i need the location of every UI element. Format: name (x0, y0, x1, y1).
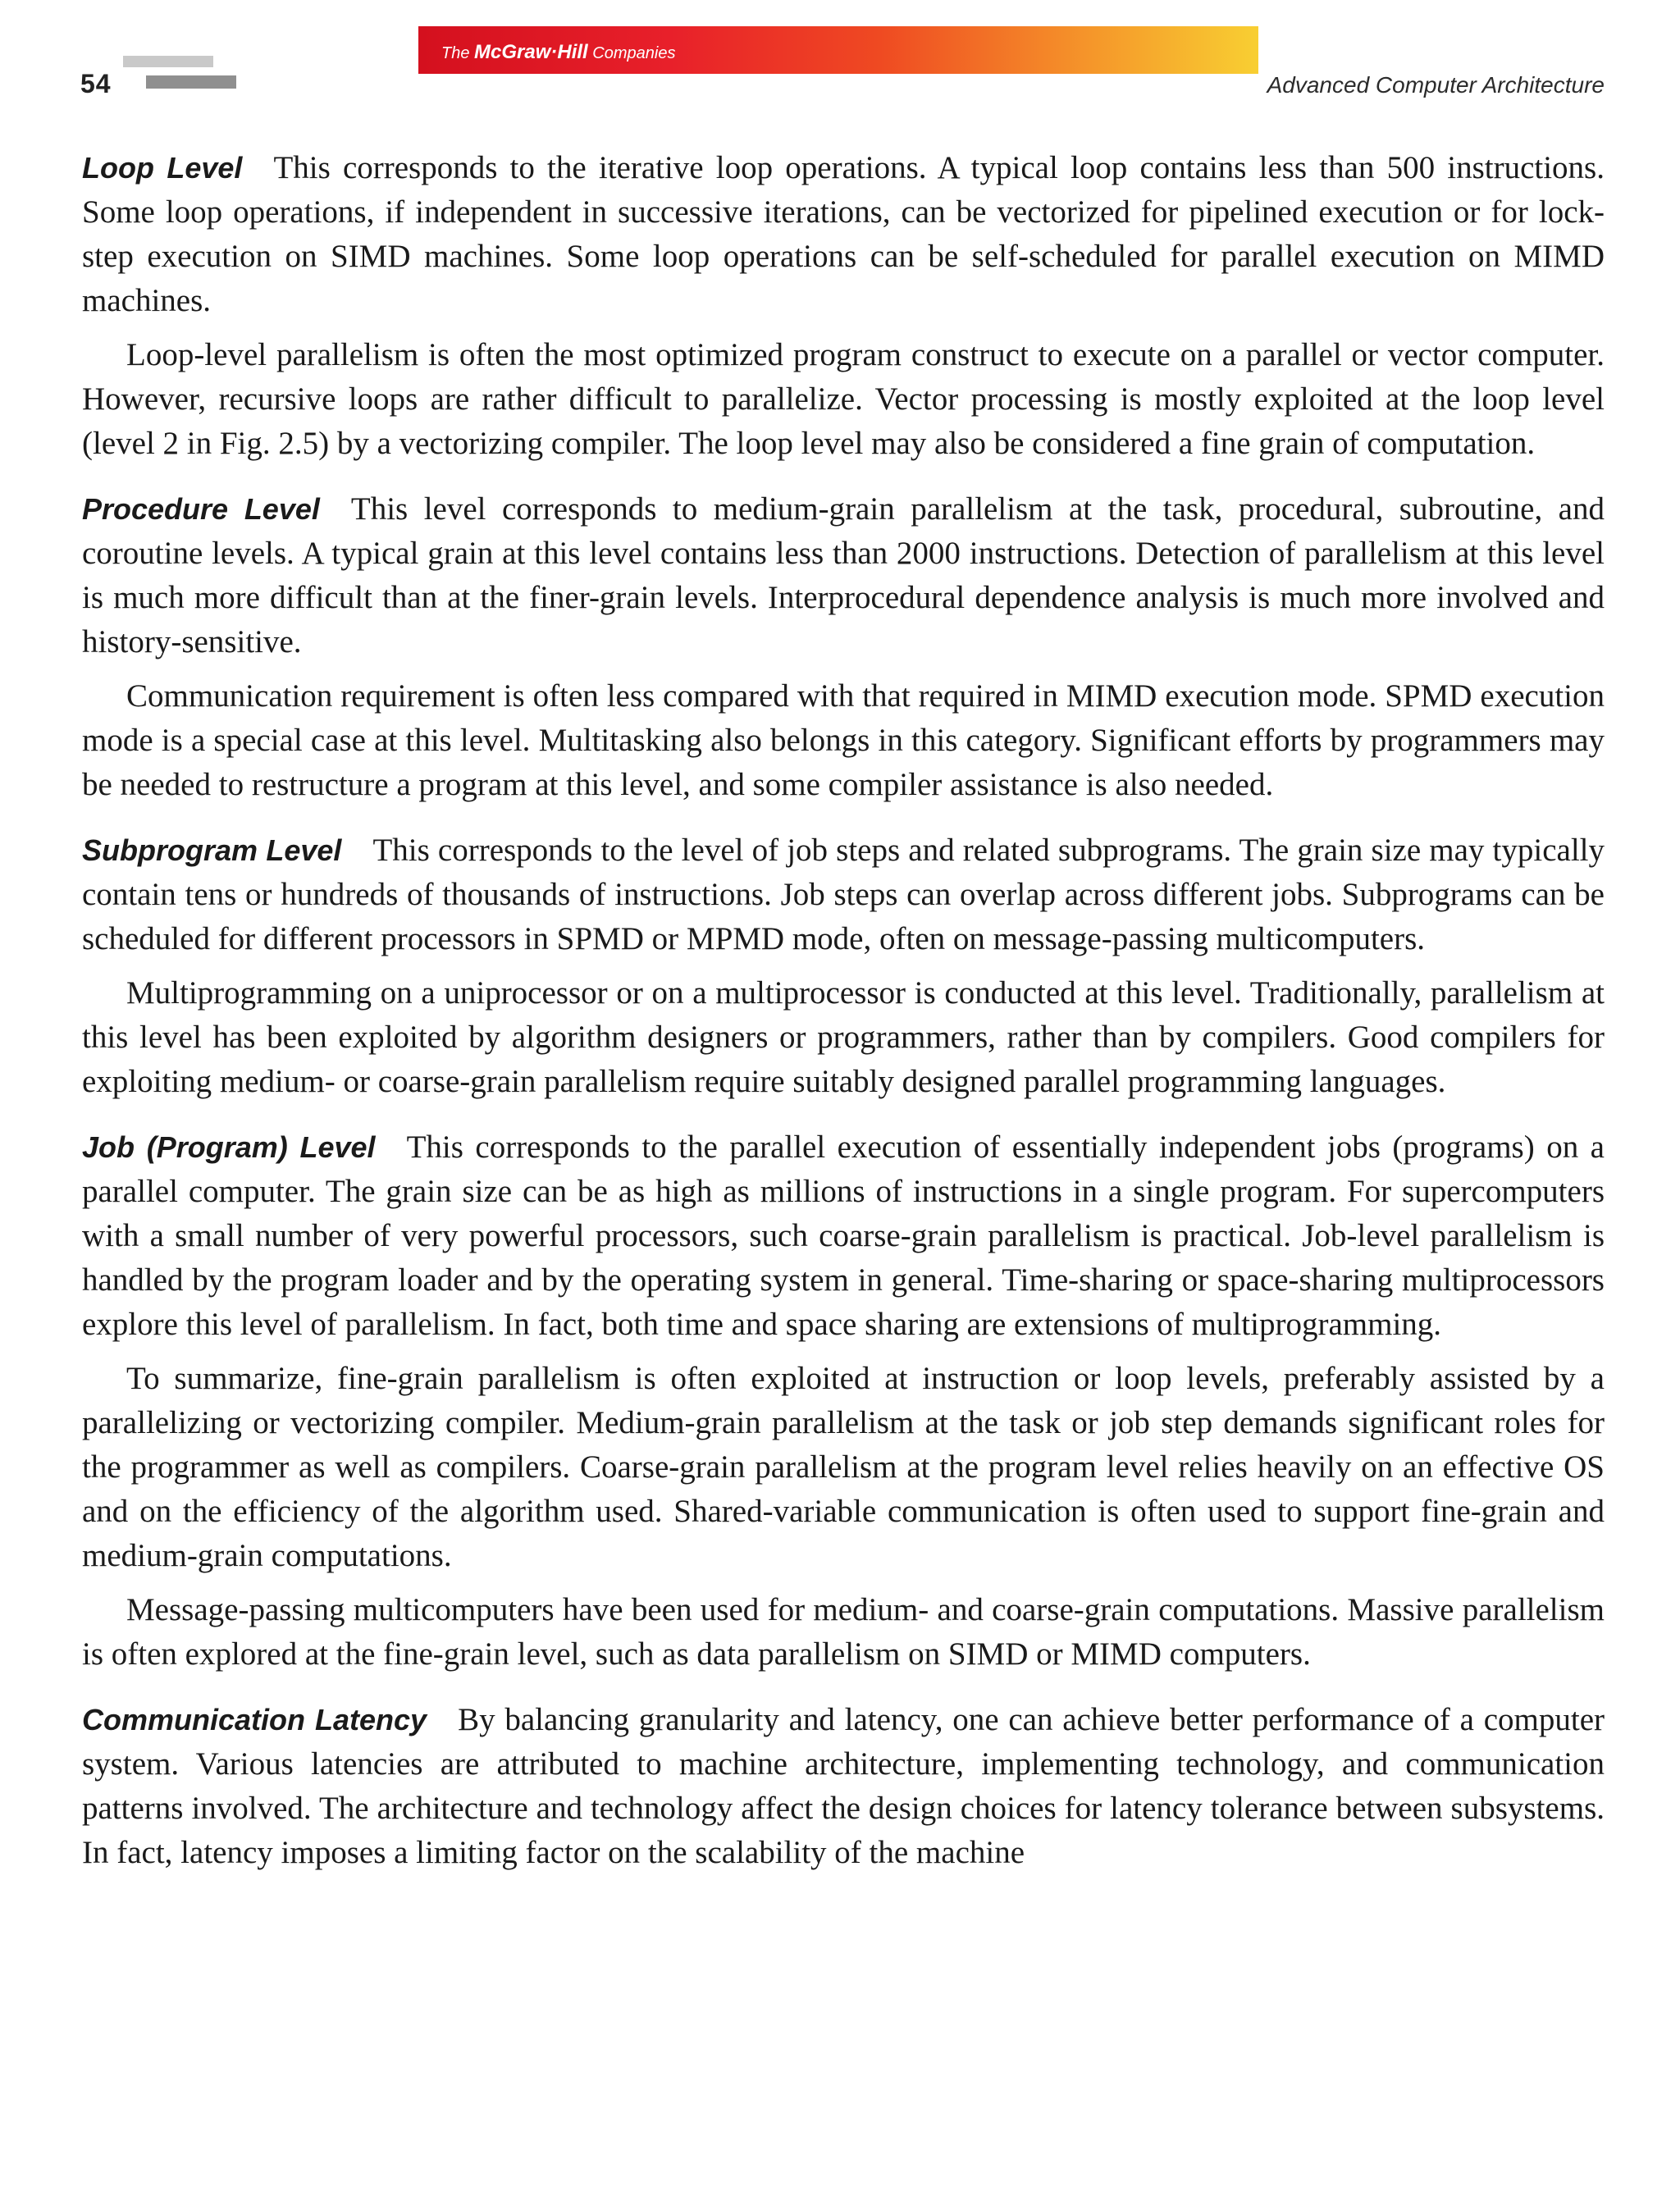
section-heading: Communication Latency (82, 1703, 427, 1736)
publisher-name: McGraw·Hill (474, 41, 588, 63)
publisher-banner (418, 26, 1258, 74)
paragraph: Communication requirement is often less compared with that required in MIMD execution mode. SPMD execution mode is a special case at this level. Multitasking also belongs in this category. Significant efforts by programmers may be needed to restructure a program at this level, and some compiler assistance is also needed. (82, 678, 1605, 802)
publisher-suffix: Companies (592, 44, 676, 62)
section-procedure-level (82, 487, 1605, 664)
paragraph-text: This corresponds to the parallel execution of essentially independent jobs (programs) on a parallel computer. The grain size can be as high as millions of instructions in a single program. For supercomputers with a small number of very powerful processors, such coarse-grain parallelism is practical. Job-level parallelism is handled by the program loader and by the operating system in general. Time-sharing or space-sharing multiprocessors explore this level of parallelism. In fact, both time and space sharing are extensions of multiprogramming. (82, 1129, 1605, 1342)
paragraph: Multiprogramming on a uniprocessor or on a multiprocessor is conducted at this level. Traditionally, parallelism at this level has been exploited by algorithm designers or programmers, rather than by compilers. Good compilers for exploiting medium- or coarse-grain parallelism require suitably designed parallel programming languages. (82, 975, 1605, 1099)
paragraph-text: This corresponds to the level of job steps and related subprograms. The grain size may typically contain tens or hundreds of thousands of instructions. Job steps can overlap across different jobs. Subprograms can be scheduled for different processors in SPMD or MPMD mode, often on message-passing multicomputers. (82, 833, 1605, 956)
page-number: 54 (80, 69, 112, 98)
paragraph: To summarize, fine-grain parallelism is often exploited at instruction or loop levels, preferably assisted by a parallelizing or vectorizing compiler. Medium-grain parallelism at the task or job step demands significant roles for the programmer as well as compilers. Coarse-grain parallelism at the program level relies heavily on an effective OS and on the efficiency of the algorithm used. Shared-variable communication is often used to support fine-grain and medium-grain computations. (82, 1361, 1605, 1573)
section-communication-latency (82, 1698, 1605, 1875)
section-heading: Loop Level (82, 151, 243, 185)
paragraph-text: This level corresponds to medium-grain parallelism at the task, procedural, subroutine, and coroutine levels. A typical grain at this level contains less than 2000 instructions. Detection of parallelism at this level is much more difficult than at the finer-grain levels. Interprocedural dependence analysis is much more involved and history-sensitive. (82, 491, 1605, 659)
paragraph-text: By balancing granularity and latency, one can achieve better performance of a computer system. Various latencies are attributed to machine architecture, implementing technology, and communication patterns involved. The architecture and technology affect the design choices for latency tolerance between subsystems. In fact, latency imposes a limiting factor on the scalability of the machine (82, 1702, 1605, 1870)
paragraph: Loop-level parallelism is often the most optimized program construct to execute on a parallel or vector computer. However, recursive loops are rather difficult to parallelize. Vector processing is mostly exploited at the loop level (level 2 in Fig. 2.5) by a vectorizing compiler. The loop level may also be considered a fine grain of computation. (82, 337, 1605, 461)
page-body (82, 146, 1605, 1875)
publisher-prefix: The (441, 44, 470, 62)
header-decoration-bar (146, 75, 236, 89)
publisher-logo (441, 41, 675, 64)
running-title: Advanced Computer Architecture (1267, 72, 1605, 98)
section-job-level (82, 1125, 1605, 1347)
header-decoration-bar (123, 56, 213, 67)
paragraph: Message-passing multicomputers have been used for medium- and coarse-grain computations. Massive parallelism is often explored at the fine-grain level, such as data parallelism on SIMD or MIMD computers. (82, 1592, 1605, 1672)
section-heading: Procedure Level (82, 492, 320, 526)
section-loop-level (82, 146, 1605, 323)
section-subprogram-level (82, 828, 1605, 961)
section-heading: Job (Program) Level (82, 1130, 376, 1164)
paragraph-text: This corresponds to the iterative loop operations. A typical loop contains less than 500 instructions. Some loop operations, if independent in successive iterations, can be vectorized for pipelined execution or for lock-step execution on SIMD machines. Some loop operations can be self-scheduled for parallel execution on MIMD machines. (82, 150, 1605, 318)
section-heading: Subprogram Level (82, 833, 342, 867)
